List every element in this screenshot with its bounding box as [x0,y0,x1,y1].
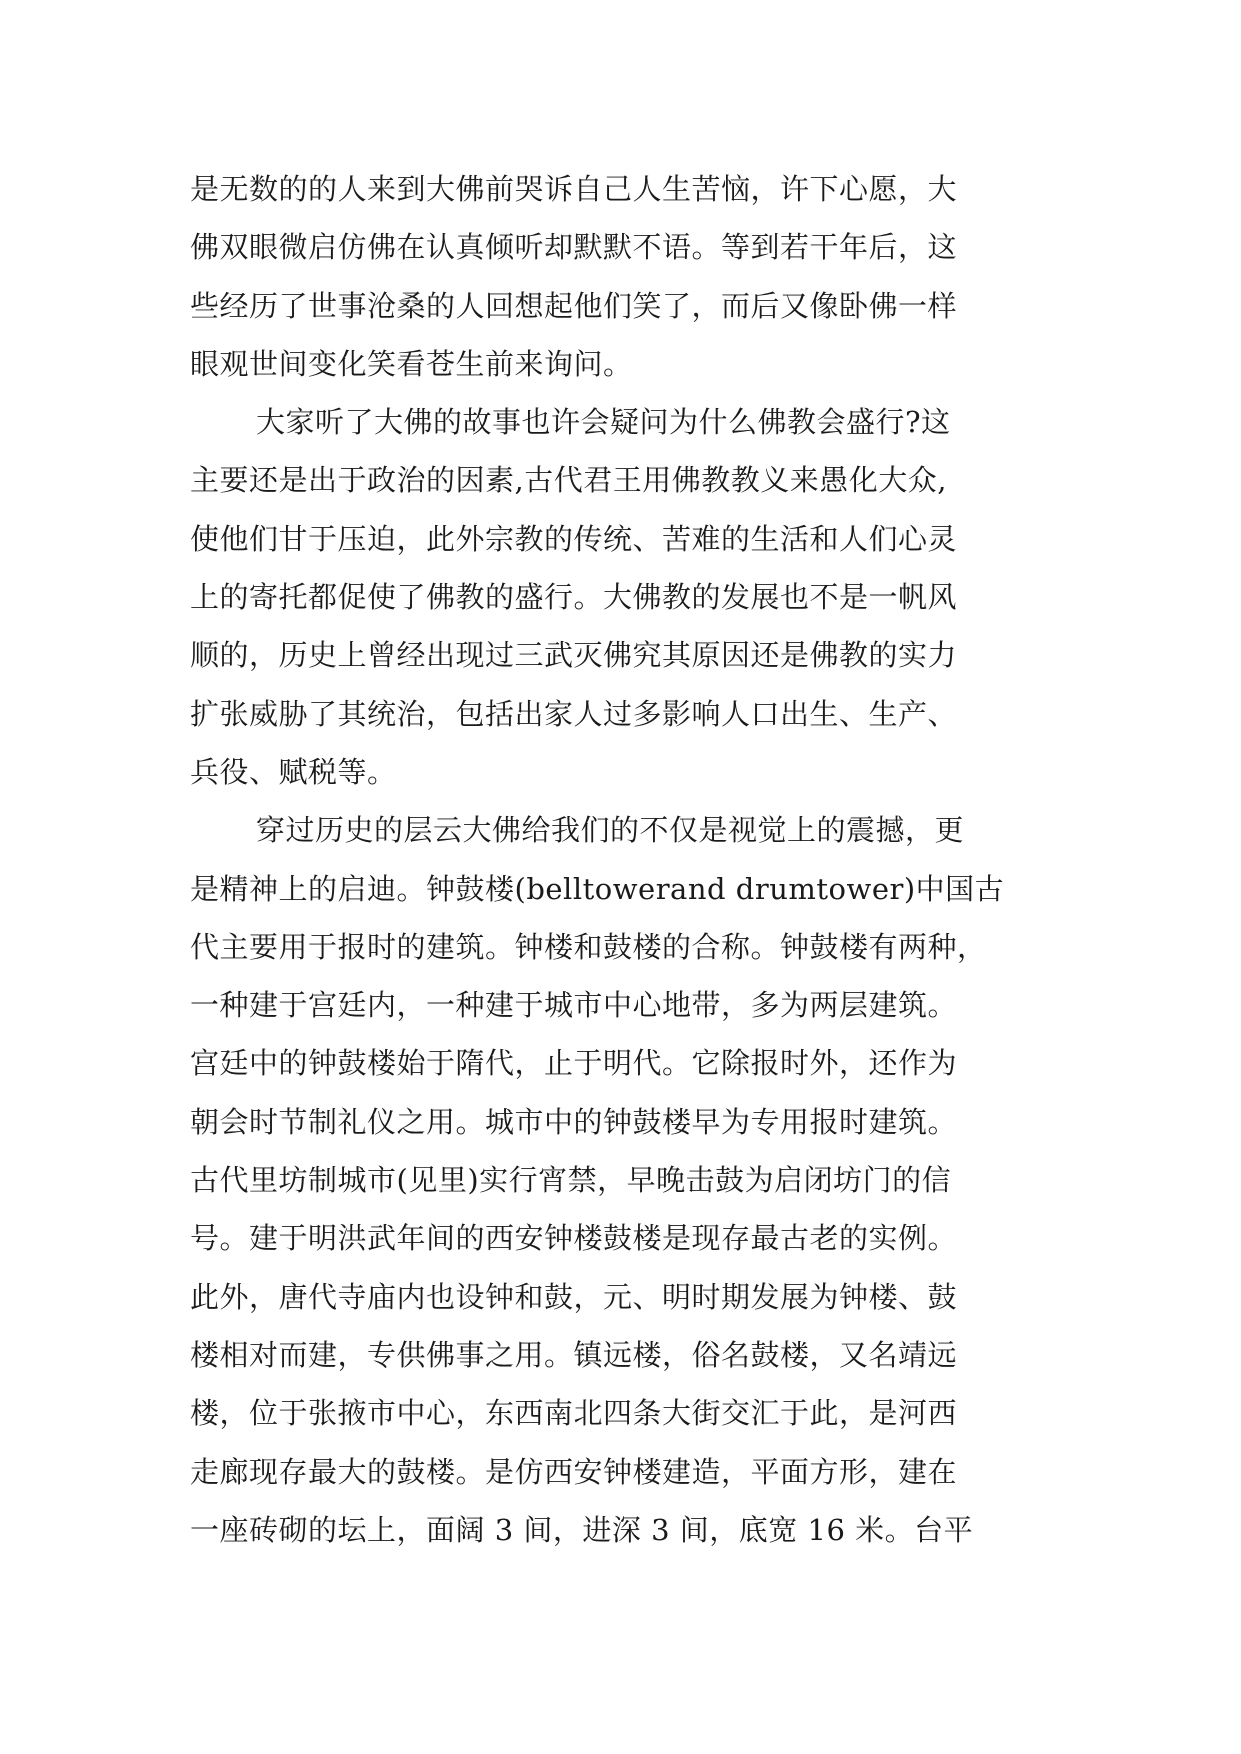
text-line: 扩张威胁了其统治，包括出家人过多影响人口出生、生产、 [190,696,958,731]
text-line: 楼相对而建，专供佛事之用。镇远楼，俗名鼓楼，又名靖远 [190,1337,958,1372]
paragraph-first-line: 大家听了大佛的故事也许会疑问为什么佛教会盛行?这 [256,405,951,440]
text-line: 走廊现存最大的鼓楼。是仿西安钟楼建造，平面方形，建在 [190,1454,958,1489]
text-line: 古代里坊制城市(见里)实行宵禁，早晚击鼓为启闭坊门的信 [190,1163,952,1198]
text-line: 是精神上的启迪。钟鼓楼(belltowerand drumtower)中国古 [190,871,1005,906]
text-line: 兵役、赋税等。 [190,754,397,789]
text-line: 些经历了世事沧桑的人回想起他们笑了，而后又像卧佛一样 [190,288,958,323]
paragraph-first-line: 穿过历史的层云大佛给我们的不仅是视觉上的震撼，更 [256,813,965,848]
text-line: 号。建于明洪武年间的西安钟楼鼓楼是现存最古老的实例。 [190,1221,958,1256]
document-body [190,160,1070,1559]
text-line: 一座砖砌的坛上，面阔 3 间，进深 3 间，底宽 16 米。台平 [190,1512,974,1547]
text-line: 主要还是出于政治的因素,古代君王用佛教教义来愚化大众, [190,463,947,498]
text-line: 楼，位于张掖市中心，东西南北四条大街交汇于此，是河西 [190,1396,958,1431]
text-line: 宫廷中的钟鼓楼始于隋代，止于明代。它除报时外，还作为 [190,1046,958,1081]
text-line: 代主要用于报时的建筑。钟楼和鼓楼的合称。钟鼓楼有两种， [190,929,987,964]
text-line: 此外，唐代寺庙内也设钟和鼓，元、明时期发展为钟楼、鼓 [190,1279,958,1314]
text-line: 一种建于宫廷内，一种建于城市中心地带，多为两层建筑。 [190,988,958,1023]
text-line: 使他们甘于压迫，此外宗教的传统、苦难的生活和人们心灵 [190,521,958,556]
text-line: 眼观世间变化笑看苍生前来询问。 [190,346,633,381]
text-line: 顺的，历史上曾经出现过三武灭佛究其原因还是佛教的实力 [190,638,958,673]
text-line: 上的寄托都促使了佛教的盛行。大佛教的发展也不是一帆风 [190,580,958,615]
text-line: 朝会时节制礼仪之用。城市中的钟鼓楼早为专用报时建筑。 [190,1104,958,1139]
text-line: 是无数的的人来到大佛前哭诉自己人生苦恼，许下心愿，大 [190,172,958,206]
text-line: 佛双眼微启仿佛在认真倾听却默默不语。等到若干年后，这 [190,230,958,265]
